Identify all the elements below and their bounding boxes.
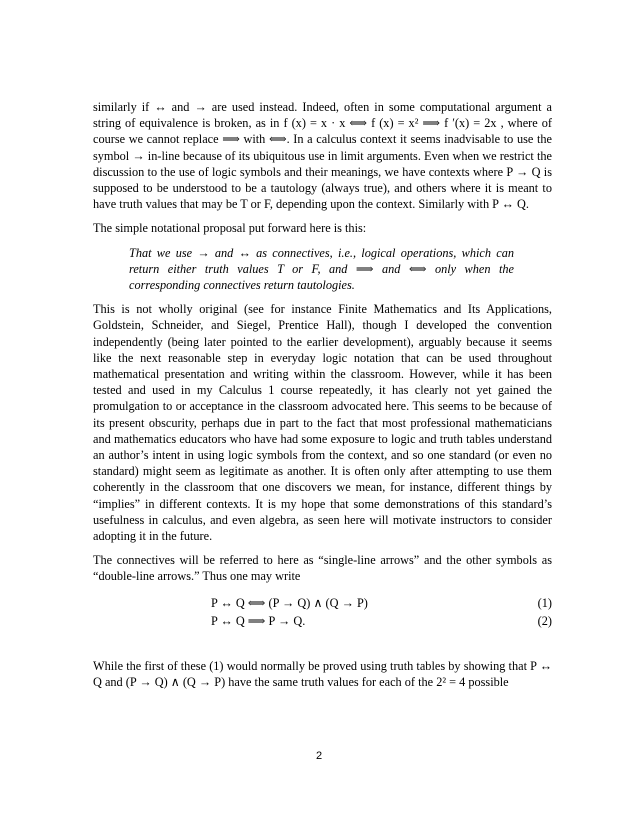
equation-1: P ↔ Q ⟺ (P → Q) ∧ (Q → P): [211, 595, 368, 610]
proposal-quote: That we use → and ↔ as connectives, i.e., logical operations, which can return either truth values T or F, and ⟹ and ⟺ only when the corresponding connectives return tautologies.: [129, 245, 514, 293]
equation-2: P ↔ Q ⟹ P → Q.: [211, 613, 306, 628]
document-page: [93, 99, 552, 698]
paragraph-5: While the first of these (1) would normally be proved using truth tables by showing that P ↔ Q and (P → Q) ∧ (Q → P) have the same truth values for each of the 2² = 4 possible: [93, 658, 552, 689]
paragraph-4: The connectives will be referred to here as “single-line arrows” and the other symbols as “double-line arrows.” Thus one may write: [93, 553, 552, 584]
equation-1-number: (1): [537, 595, 552, 610]
page-number: 2: [315, 750, 323, 762]
paragraph-1: similarly if ↔ and → are used instead. Indeed, often in some computational argument a string of equivalence is broken, as in f (x) = x · x ⟺ f (x) = x² ⟹ f ′(x) = 2x , where of course we cannot replace ⟹ with ⟺. In a calculus context it seems inadvisable to use the symbol → in-line because of its ubiquitous use in limit arguments. Even when we restrict the discussion to the use of logic symbols and their meanings, we have contexts where P → Q is supposed to be understood to be a tautology (always true), and others where it is meant to have truth values that may be T or F, depending upon the context. Similarly with P ↔ Q.: [93, 100, 552, 212]
equation-2-number: (2): [537, 613, 552, 628]
paragraph-2: The simple notational proposal put forward here is this:: [93, 221, 367, 236]
equation-block: [93, 593, 552, 633]
paragraph-3: This is not wholly original (see for instance Finite Mathematics and Its Applications, Goldstein, Schneider, and Siegel, Prentice Hall), though I developed the convention independently (being later pointed to the earlier development), arguably because it seems like the next reasonable step in everyday logic notation that can be used throughout mathematical presentation and writing within the classroom. However, while it has been tested and used in my Calculus 1 course repeatedly, it has clearly not yet gained the promulgation to or acceptance in the classroom advocated here. This seems to be because of its present obscurity, perhaps due in part to the fact that most professional mathematicians and mathematics educators who have had some exposure to logic and truth tables understand an author’s intent in using logic symbols from the context, and so one standard (or even no standard) might seem as legitimate as another. It is often only after attempting to use them coherently in the classroom that one discovers we mean, for instance, different things by “implies” in different contexts. It is my hope that some demonstrations of this standard’s usefulness in calculus, and even algebra, as seen here will motivate instructors to consider adopting it in the future.: [93, 302, 552, 544]
